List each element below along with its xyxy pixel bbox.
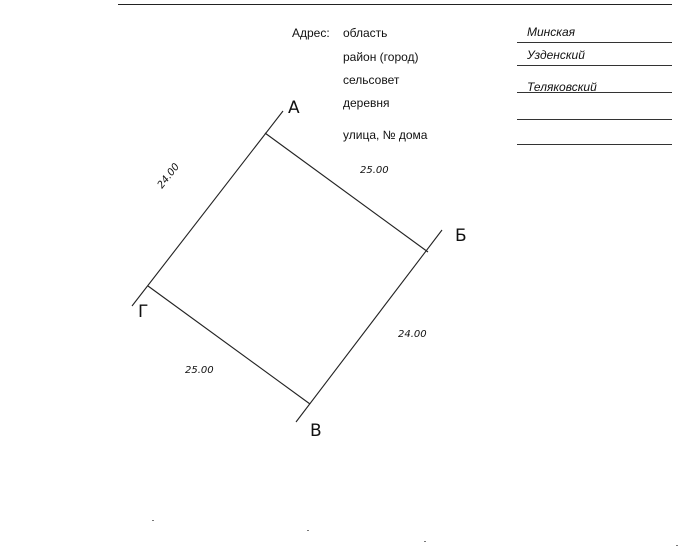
- field-value-selsovet: Теляковский: [527, 80, 597, 94]
- field-label-selsovet: сельсовет: [343, 73, 400, 87]
- field-label-raion: район (город): [343, 50, 419, 64]
- scan-speck: [152, 520, 154, 521]
- field-value-raion: Узденский: [527, 48, 585, 62]
- field-label-street: улица, № дома: [343, 128, 428, 142]
- point-v-label: В: [310, 421, 322, 441]
- scan-speck: [424, 541, 426, 542]
- point-a-label: А: [288, 98, 300, 118]
- dimension-ga: 24.00: [155, 161, 182, 191]
- address-label: Адрес:: [292, 26, 330, 40]
- side-ab-line: [265, 133, 428, 252]
- dimension-vg: 25.00: [185, 365, 214, 376]
- side-ga-line: [132, 111, 283, 306]
- side-bv-line: [296, 230, 442, 422]
- scan-speck: [676, 545, 678, 546]
- field-value-oblast: Минская: [527, 25, 576, 39]
- field-label-oblast: область: [343, 26, 388, 40]
- field-label-derevnya: деревня: [343, 96, 390, 110]
- dimension-ab: 25.00: [360, 165, 389, 176]
- point-b-label: Б: [455, 226, 467, 246]
- side-vg-line: [148, 286, 310, 404]
- dimension-bv: 24.00: [398, 329, 427, 340]
- point-g-label: Г: [138, 302, 149, 322]
- scan-speck: [307, 530, 309, 531]
